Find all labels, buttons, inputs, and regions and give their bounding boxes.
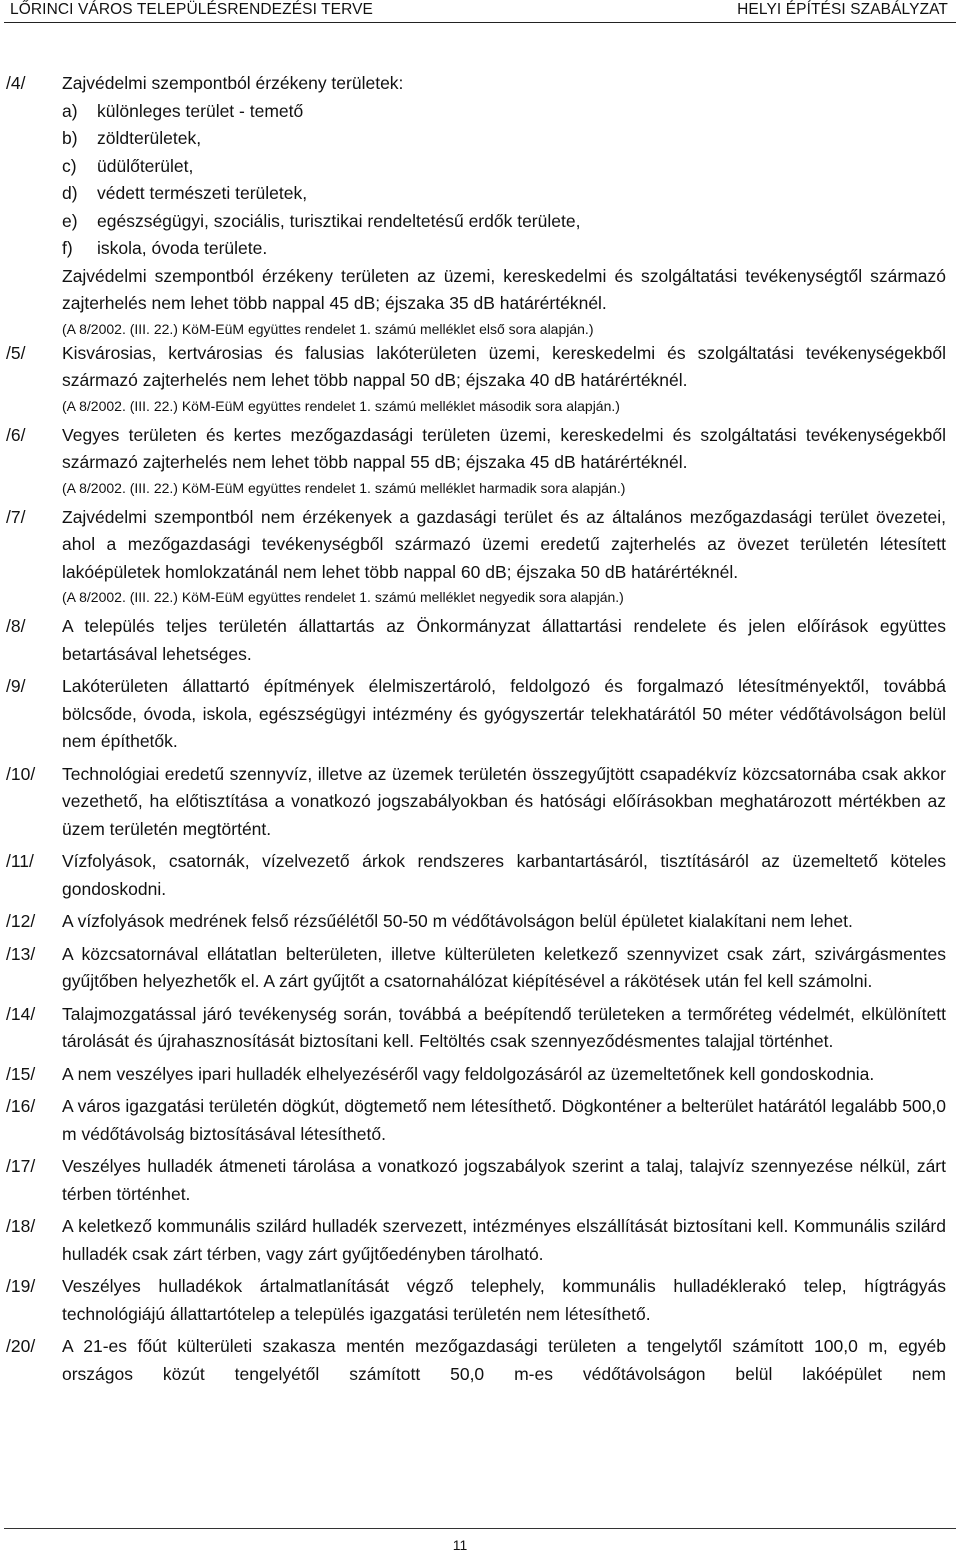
paragraph-number: /8/ [6, 616, 26, 636]
paragraph-number: /5/ [6, 342, 26, 363]
paragraph-text: Zajvédelmi szempontból érzékeny területen az üzemi, kereskedelmi és szolgáltatási tevékenységtől származó zajterhelés nem lehet több nappal 45 dB; éjszaka 35 dB határértéknél. [62, 265, 946, 313]
paragraph-text: A vízfolyások medrének felső rézsűélétől 50-50 m védőtávolságon belül épületet kialakítani nem lehet. [62, 911, 853, 931]
paragraph-7 [0, 504, 960, 614]
paragraph-15 [0, 1061, 960, 1089]
paragraph-text: A település teljes területén állattartás az Önkormányzat állattartási rendelete és jelen előírások együttes betartásával lehetséges. [62, 616, 946, 664]
paragraph-text: Vegyes területen és kertes mezőgazdasági területen üzemi, kereskedelmi és szolgáltatási tevékenységekből származó zajterhelés nem lehet több nappal 55 dB; éjszaka 45 dB határértéknél. [62, 424, 946, 472]
list-item [62, 98, 946, 126]
paragraph-intro: Zajvédelmi szempontból érzékeny területek: [62, 73, 404, 93]
paragraph-10 [0, 761, 960, 844]
paragraph-text: Zajvédelmi szempontból nem érzékenyek a gazdasági terület és az általános mezőgazdasági terület övezetei, ahol a mezőgazdasági tevékenységből származó üzemi eredetű zajterhelés az övezet területén létesített lakóépületek homlokzatánál nem lehet több nappal 60 dB; éjszaka 50 dB határértéknél. [62, 506, 946, 582]
paragraph-number: /16/ [6, 1096, 36, 1116]
list-text: iskola, óvoda területe. [97, 238, 268, 258]
paragraph-text: A közcsatornával ellátatlan belterületen, illetve külterületen keletkező szennyvizet csak zárt, szivárgásmentes gyűjtőben helyezhetők el. A zárt gyűjtőt a csatornahálózat kiépítésével a rákötések után fel kell számolni. [62, 943, 946, 991]
paragraph-17 [0, 1153, 960, 1208]
paragraph-number: /10/ [6, 763, 36, 784]
header-rule [4, 22, 956, 23]
paragraph-13 [0, 941, 960, 996]
footer-rule [4, 1528, 956, 1529]
paragraph-number: /13/ [6, 943, 36, 964]
paragraph-text: Talajmozgatással járó tevékenység során, továbbá a beépítendő területeken a termőréteg védelmét, elkülönített tárolását és újrahasznosítását biztosítani kell. Feltöltés csak szennyeződésmentes talajjal történhet. [62, 1003, 946, 1051]
paragraph-text: Vízfolyások, csatornák, vízelvezető árkok rendszeres karbantartásáról, tisztításáról az üzemeltető köteles gondoskodni. [62, 851, 946, 899]
paragraph-text: Kisvárosias, kertvárosias és falusias lakóterületen üzemi, kereskedelmi és szolgáltatási tevékenységekből származó zajterhelés nem lehet több nappal 50 dB; éjszaka 40 dB határértéknél. [62, 342, 946, 390]
paragraph-number: /19/ [6, 1276, 36, 1296]
list-letter: e) [62, 210, 78, 231]
paragraph-number: /11/ [6, 851, 34, 871]
paragraph-9 [0, 673, 960, 756]
list-letter: d) [62, 183, 78, 203]
paragraph-8 [0, 613, 960, 668]
paragraph-19 [0, 1273, 960, 1328]
paragraph-text: A keletkező kommunális szilárd hulladék szervezett, intézményes elszállítását biztosítani kell. Kommunális szilárd hulladék csak zárt térben, vagy zárt gyűjtőedényben tárolható. [62, 1216, 946, 1264]
paragraph-text: Lakóterületen állattartó építmények élelmiszertároló, feldolgozó és forgalmazó létesítményektől, továbbá bölcsőde, óvoda, iskola, egészségügyi intézmény és gyógyszertár telekhatárától 50 méter védőtávolságon belül nem építhetők. [62, 676, 946, 751]
paragraph-number: /6/ [6, 424, 26, 445]
list-text: különleges terület - temető [97, 100, 304, 121]
header-subtitle: HELYI ÉPÍTÉSI SZABÁLYZAT [737, 1, 948, 18]
paragraph-number: /7/ [6, 506, 26, 527]
paragraph-16 [0, 1093, 960, 1148]
list-item [62, 208, 946, 236]
page-header [0, 0, 960, 28]
paragraph-number: /15/ [6, 1063, 36, 1084]
list-text: egészségügyi, szociális, turisztikai rendeltetésű erdők területe, [97, 210, 581, 231]
paragraph-text: A 21-es főút külterületi szakasza mentén mezőgazdasági területen a tengelytől számított 100,0 m, egyéb országos közút tengelyétől számított 50,0 m-es védőtávolságon belül lakóépület nem [62, 1336, 946, 1384]
list-item [62, 153, 946, 181]
list-item [62, 235, 946, 263]
list-item [62, 180, 946, 208]
paragraph-number: /18/ [6, 1216, 36, 1236]
paragraph-11 [0, 848, 960, 903]
header-title: LŐRINCI VÁROS TELEPÜLÉSRENDEZÉSI TERVE [10, 1, 373, 18]
legal-reference: (A 8/2002. (III. 22.) KöM-EüM együttes rendelet 1. számú melléklet negyedik sora alapján.) [62, 589, 624, 605]
legal-reference: (A 8/2002. (III. 22.) KöM-EüM együttes rendelet 1. számú melléklet első sora alapján.) [62, 320, 594, 337]
paragraph-number: /9/ [6, 676, 26, 696]
list-letter: c) [62, 155, 77, 176]
paragraph-4 [0, 70, 960, 340]
paragraph-number: /14/ [6, 1003, 36, 1024]
paragraph-18 [0, 1213, 960, 1268]
paragraph-text: A nem veszélyes ipari hulladék elhelyezéséről vagy feldolgozásáról az üzemeltetőnek kell gondoskodnia. [62, 1063, 875, 1084]
legal-reference: (A 8/2002. (III. 22.) KöM-EüM együttes rendelet 1. számú melléklet második sora alapján.) [62, 397, 620, 414]
paragraph-number: /12/ [6, 911, 36, 931]
paragraph-6 [0, 422, 960, 504]
regulation-body [0, 70, 960, 1388]
paragraph-text: Technológiai eredetű szennyvíz, illetve az üzemek területén összegyűjtött csapadékvíz közcsatornába csak akkor vezethető, ha előtisztítása a vonatkozó jogszabályokban és hatósági előírásokban meghatározott mértékben az üzem területén megtörtént. [62, 763, 946, 839]
paragraph-number: /20/ [6, 1336, 36, 1356]
legal-reference: (A 8/2002. (III. 22.) KöM-EüM együttes rendelet 1. számú melléklet harmadik sora alapján.) [62, 479, 626, 496]
list-text: zöldterületek, [97, 128, 202, 148]
paragraph-number: /4/ [6, 73, 26, 93]
paragraph-text: Veszélyes hulladék átmeneti tárolása a vonatkozó jogszabályok szerint a talaj, talajvíz szennyezése nélkül, zárt térben történhet. [62, 1156, 946, 1204]
list-text: üdülőterület, [97, 155, 194, 176]
paragraph-14 [0, 1001, 960, 1056]
paragraph-12 [0, 908, 960, 936]
page-number: 11 [452, 1537, 468, 1553]
list-letter: a) [62, 100, 78, 121]
paragraph-5 [0, 340, 960, 422]
paragraph-20 [0, 1333, 960, 1388]
list-item [62, 125, 946, 153]
list-letter: f) [62, 238, 73, 258]
paragraph-text: A város igazgatási területén dögkút, dögtemető nem létesíthető. Dögkonténer a belterület határától legalább 500,0 m védőtávolság biztosításával létesíthető. [62, 1096, 946, 1144]
paragraph-number: /17/ [6, 1156, 36, 1176]
list-text: védett természeti területek, [97, 183, 308, 203]
list-letter: b) [62, 128, 78, 148]
paragraph-text: Veszélyes hulladékok ártalmatlanítását végző telephely, kommunális hulladéklerakó telep, hígtrágyás technológiájú állattartótelep a település igazgatási területén nem létesíthető. [62, 1276, 946, 1324]
